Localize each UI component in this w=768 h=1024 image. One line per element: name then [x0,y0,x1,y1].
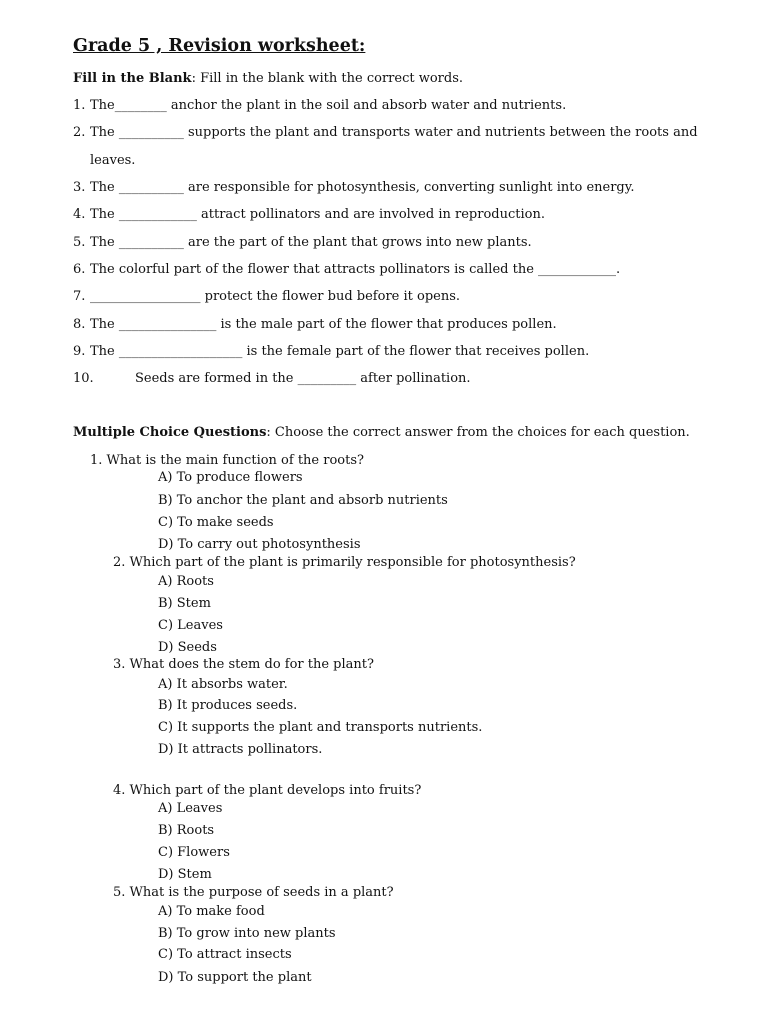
fill-blank-text-3: The __________ are responsible for photosynthesis, converting sunlight into energy. [90,180,635,195]
fill-blank-num-6: 6. [73,262,86,277]
mcq-option: C) It supports the plant and transports nutrients. [158,720,483,735]
fill-blank-num-3: 3. [73,180,86,195]
mcq-option: C) To attract insects [158,947,292,962]
fill-blank-heading: Fill in the Blank [73,71,192,86]
mcq-option: B) Stem [158,596,211,611]
mcq-option: B) It produces seeds. [158,698,298,713]
fill-blank-text-2: The __________ supports the plant and transports water and nutrients between the roots and [90,125,698,140]
mcq-intro [73,425,690,441]
mcq-option: D) To support the plant [158,970,312,985]
fill-blank-num-7: 7. [73,289,86,304]
mcq-question-2: 2. Which part of the plant is primarily responsible for photosynthesis? [113,555,576,570]
fill-blank-text-5: The __________ are the part of the plant that grows into new plants. [90,235,532,250]
fill-blank-text-4: The ____________ attract pollinators and are involved in reproduction. [90,207,545,222]
fill-blank-instruction: : Fill in the blank with the correct words. [191,71,463,86]
mcq-option: C) Leaves [158,618,223,633]
mcq-option: B) To grow into new plants [158,926,336,941]
mcq-option: D) Stem [158,867,212,882]
mcq-question-5: 5. What is the purpose of seeds in a plant? [113,885,394,900]
fill-blank-num-2: 2. [73,125,86,140]
mcq-question-3: 3. What does the stem do for the plant? [113,657,374,672]
mcq-question-4: 4. Which part of the plant develops into fruits? [113,783,422,798]
fill-blank-text-6: The colorful part of the flower that attracts pollinators is called the ____________. [90,262,621,277]
mcq-option: C) Flowers [158,845,230,860]
mcq-option: D) Seeds [158,640,217,655]
fill-blank-text-2-cont: leaves. [90,153,136,168]
fill-blank-num-10: 10. [73,371,94,386]
mcq-option: C) To make seeds [158,515,274,530]
fill-blank-intro [73,71,463,87]
mcq-heading: Multiple Choice Questions [73,425,267,440]
fill-blank-text-8: The _______________ is the male part of the flower that produces pollen. [90,317,557,332]
fill-blank-num-5: 5. [73,235,86,250]
mcq-option: A) To produce flowers [158,470,303,485]
fill-blank-text-9: The ___________________ is the female part of the flower that receives pollen. [90,344,590,359]
mcq-question-1: 1. What is the main function of the roots? [90,453,364,468]
fill-blank-num-1: 1. [73,98,86,113]
mcq-option: D) To carry out photosynthesis [158,537,361,552]
mcq-option: D) It attracts pollinators. [158,742,323,757]
mcq-instruction: : Choose the correct answer from the choices for each question. [266,425,690,440]
fill-blank-num-8: 8. [73,317,86,332]
mcq-option: A) Roots [158,574,214,589]
mcq-option: B) To anchor the plant and absorb nutrients [158,493,448,508]
fill-blank-text-1: The________ anchor the plant in the soil and absorb water and nutrients. [90,98,567,113]
fill-blank-num-4: 4. [73,207,86,222]
mcq-option: A) It absorbs water. [158,677,288,692]
fill-blank-text-7: _________________ protect the flower bud before it opens. [90,289,461,304]
fill-blank-text-10: Seeds are formed in the _________ after pollination. [135,371,471,386]
mcq-option: B) Roots [158,823,215,838]
mcq-option: A) To make food [158,904,265,919]
mcq-option: A) Leaves [158,801,223,816]
page-title: Grade 5 , Revision worksheet: [73,36,366,56]
fill-blank-num-9: 9. [73,344,86,359]
